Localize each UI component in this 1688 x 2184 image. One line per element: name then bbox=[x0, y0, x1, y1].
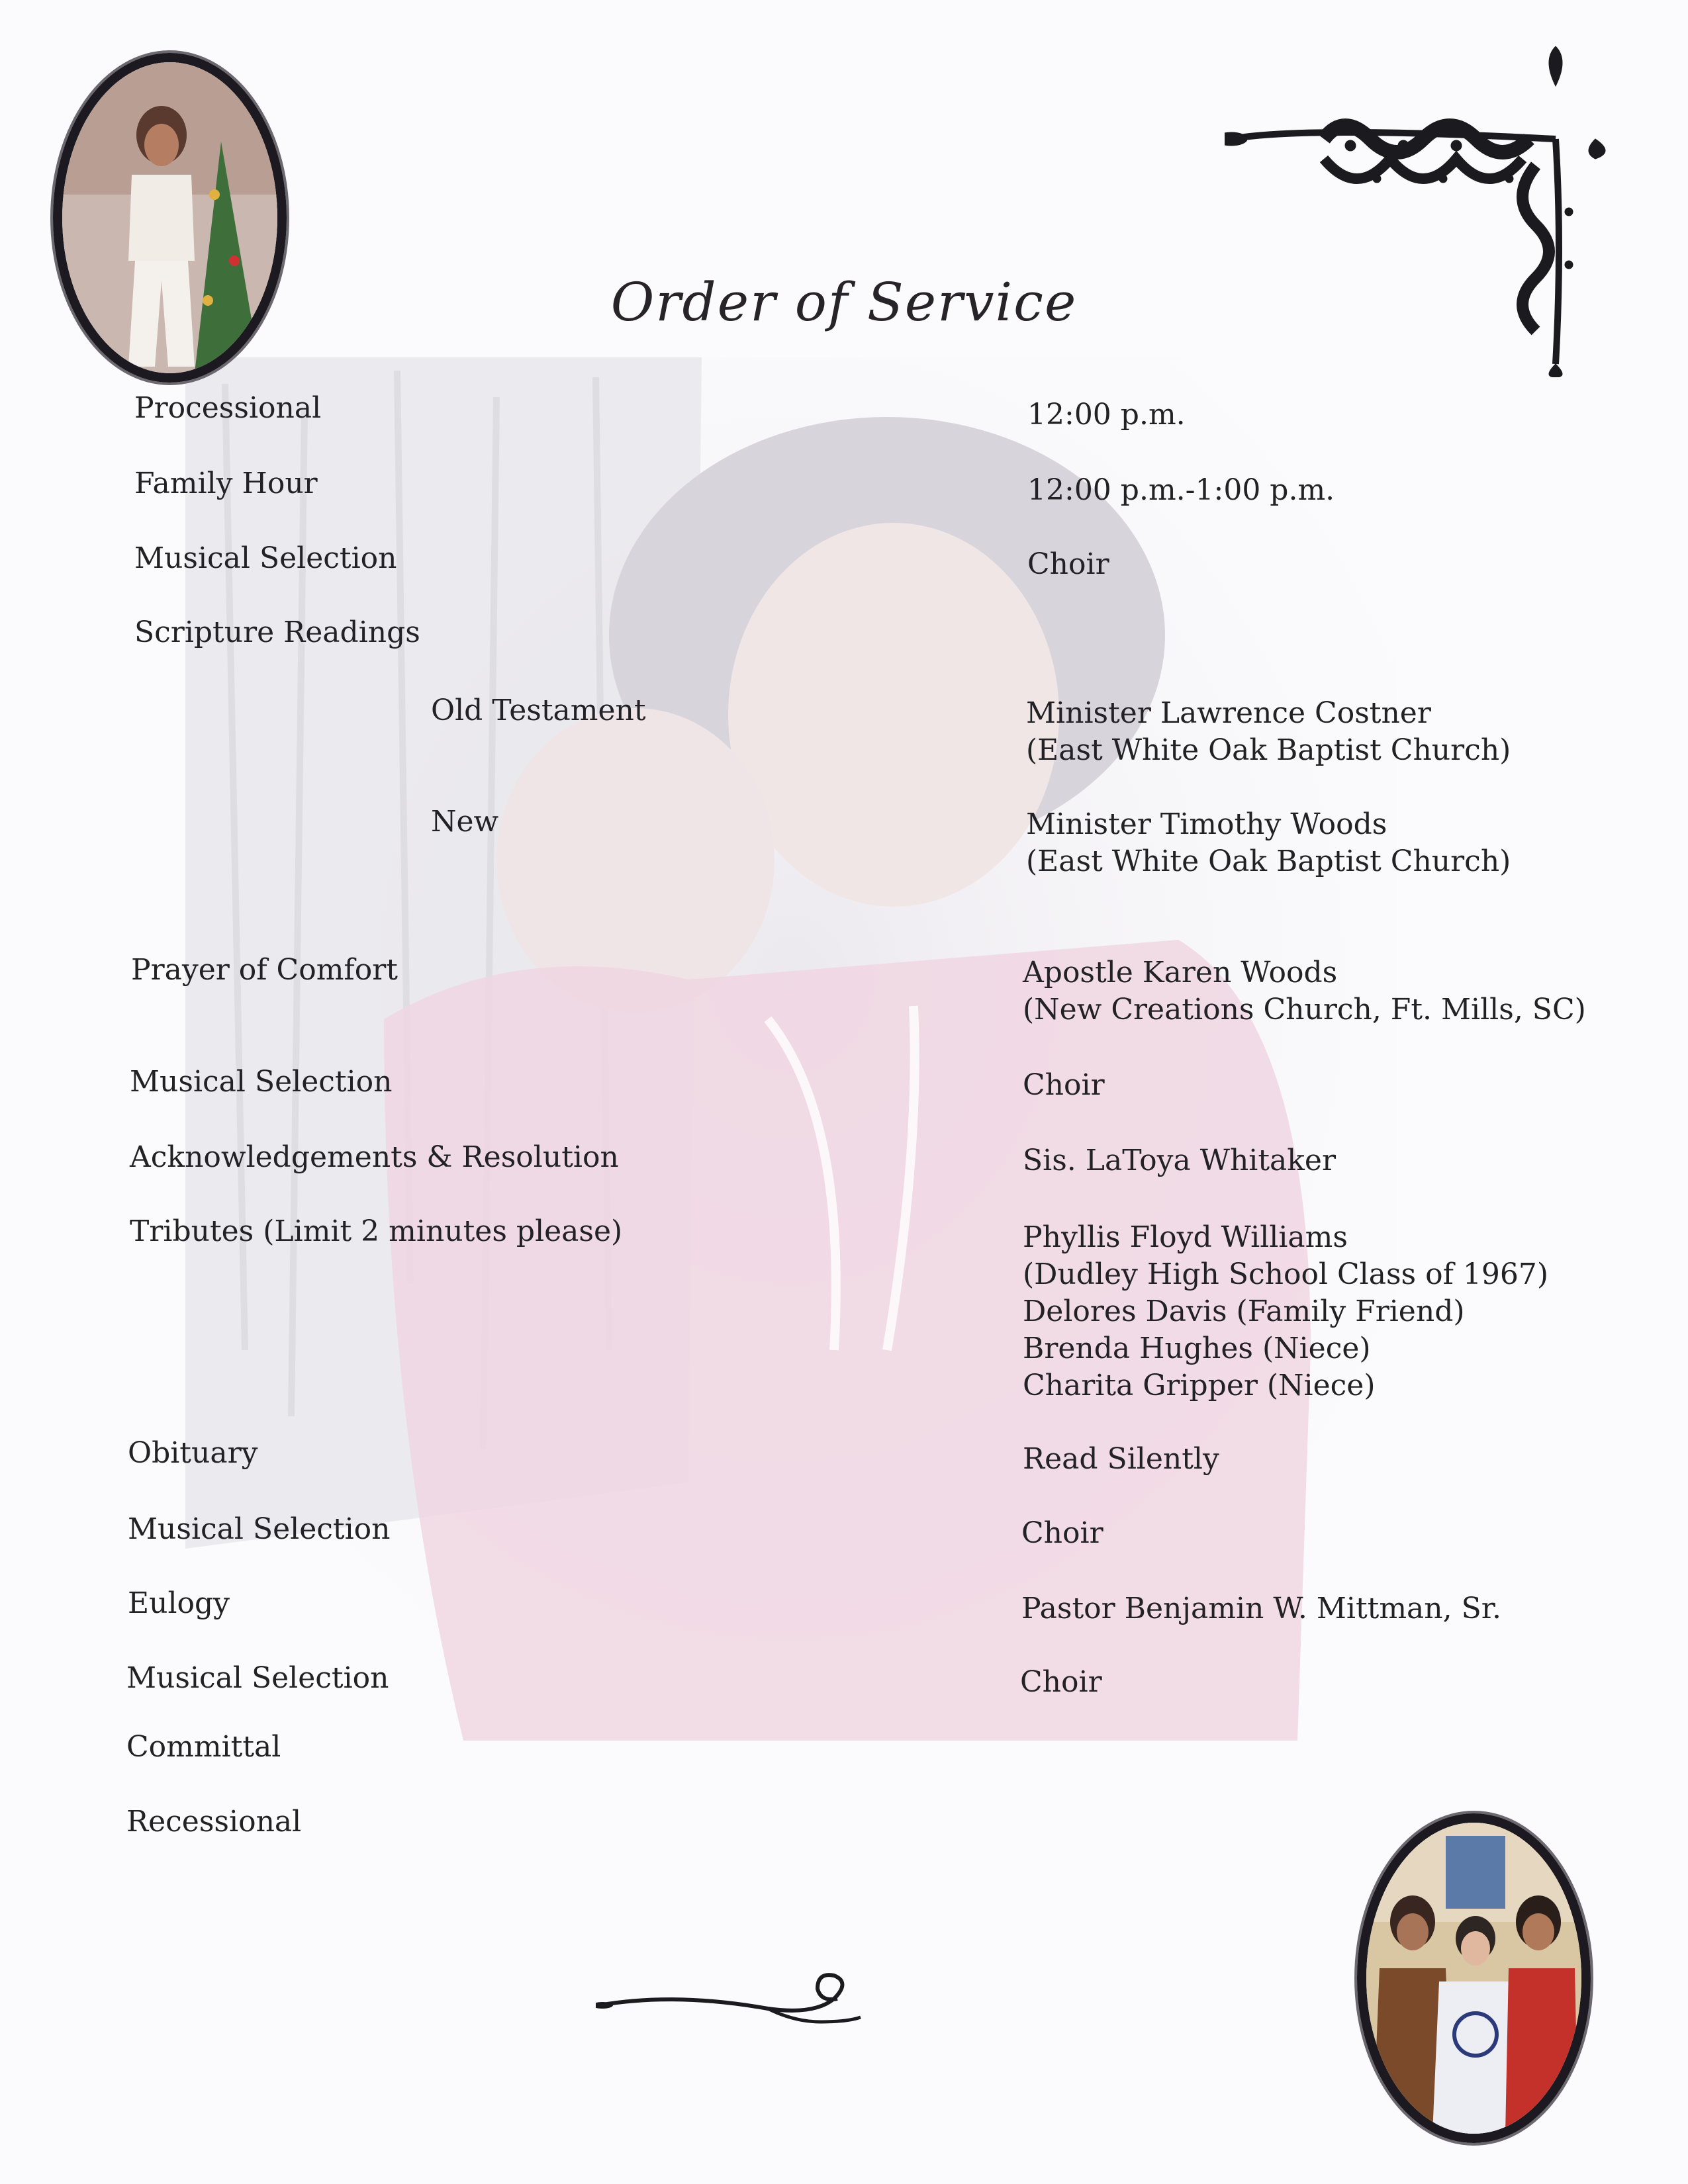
detail-line: Minister Timothy Woods bbox=[1026, 807, 1387, 841]
service-label-musical-selection-1: Musical Selection bbox=[134, 541, 397, 575]
service-detail-acknowledgements bbox=[1023, 1142, 1336, 1179]
service-label-obituary: Obituary bbox=[128, 1436, 258, 1470]
detail-line: Choir bbox=[1023, 1068, 1105, 1102]
detail-line: 12:00 p.m.-1:00 p.m. bbox=[1027, 473, 1335, 507]
service-label-family-hour: Family Hour bbox=[134, 467, 318, 500]
detail-line: (New Creations Church, Ft. Mills, SC) bbox=[1023, 993, 1586, 1026]
service-detail-prayer-of-comfort bbox=[1023, 954, 1586, 1028]
service-detail-musical-selection-1 bbox=[1027, 546, 1109, 583]
service-label-eulogy: Eulogy bbox=[128, 1586, 230, 1620]
detail-line: (East White Oak Baptist Church) bbox=[1026, 844, 1511, 878]
service-label-old-testament: Old Testament bbox=[431, 694, 646, 727]
detail-line: Apostle Karen Woods bbox=[1023, 956, 1338, 989]
detail-line: Brenda Hughes (Niece) bbox=[1023, 1332, 1371, 1365]
detail-line: Read Silently bbox=[1023, 1442, 1219, 1476]
bottom-flourish-ornament bbox=[596, 1959, 887, 2032]
detail-line: Delores Davis (Family Friend) bbox=[1023, 1295, 1465, 1328]
detail-line: Phyllis Floyd Williams bbox=[1023, 1220, 1348, 1254]
service-label-musical-selection-3: Musical Selection bbox=[128, 1512, 391, 1546]
service-label-prayer-of-comfort: Prayer of Comfort bbox=[131, 953, 398, 987]
service-label-new-testament: New bbox=[431, 805, 499, 839]
detail-line: 12:00 p.m. bbox=[1027, 398, 1186, 432]
service-detail-musical-selection-3 bbox=[1021, 1515, 1103, 1552]
detail-line: Pastor Benjamin W. Mittman, Sr. bbox=[1021, 1592, 1501, 1625]
service-detail-eulogy bbox=[1021, 1590, 1501, 1627]
detail-line: Sis. LaToya Whitaker bbox=[1023, 1144, 1336, 1177]
page-title: Order of Service bbox=[610, 271, 1078, 333]
detail-line: Minister Lawrence Costner bbox=[1026, 696, 1431, 730]
service-label-scripture-readings: Scripture Readings bbox=[134, 615, 420, 649]
service-label-acknowledgements: Acknowledgements & Resolution bbox=[130, 1140, 619, 1174]
service-label-tributes: Tributes (Limit 2 minutes please) bbox=[130, 1214, 623, 1248]
service-detail-family-hour bbox=[1027, 472, 1335, 509]
detail-line: (Dudley High School Class of 1967) bbox=[1023, 1257, 1549, 1291]
detail-line: Choir bbox=[1027, 547, 1109, 581]
detail-line: Charita Gripper (Niece) bbox=[1023, 1369, 1376, 1402]
service-label-committal: Committal bbox=[126, 1730, 281, 1764]
service-label-musical-selection-4: Musical Selection bbox=[126, 1661, 389, 1695]
service-label-recessional: Recessional bbox=[126, 1805, 302, 1839]
portrait-oval-top bbox=[53, 53, 287, 383]
service-detail-tributes bbox=[1023, 1219, 1548, 1404]
service-detail-musical-selection-2 bbox=[1023, 1067, 1105, 1104]
service-detail-obituary bbox=[1023, 1441, 1219, 1478]
detail-line: Choir bbox=[1021, 1516, 1103, 1550]
detail-line: (East White Oak Baptist Church) bbox=[1026, 733, 1511, 767]
service-detail-old-testament bbox=[1026, 695, 1511, 769]
portrait-oval-bottom bbox=[1357, 1813, 1591, 2143]
service-detail-musical-selection-4 bbox=[1020, 1664, 1102, 1701]
service-detail-processional bbox=[1027, 396, 1186, 433]
service-label-musical-selection-2: Musical Selection bbox=[130, 1065, 393, 1099]
detail-line: Choir bbox=[1020, 1665, 1102, 1699]
service-label-processional: Processional bbox=[134, 391, 322, 425]
service-detail-new-testament bbox=[1026, 806, 1511, 880]
